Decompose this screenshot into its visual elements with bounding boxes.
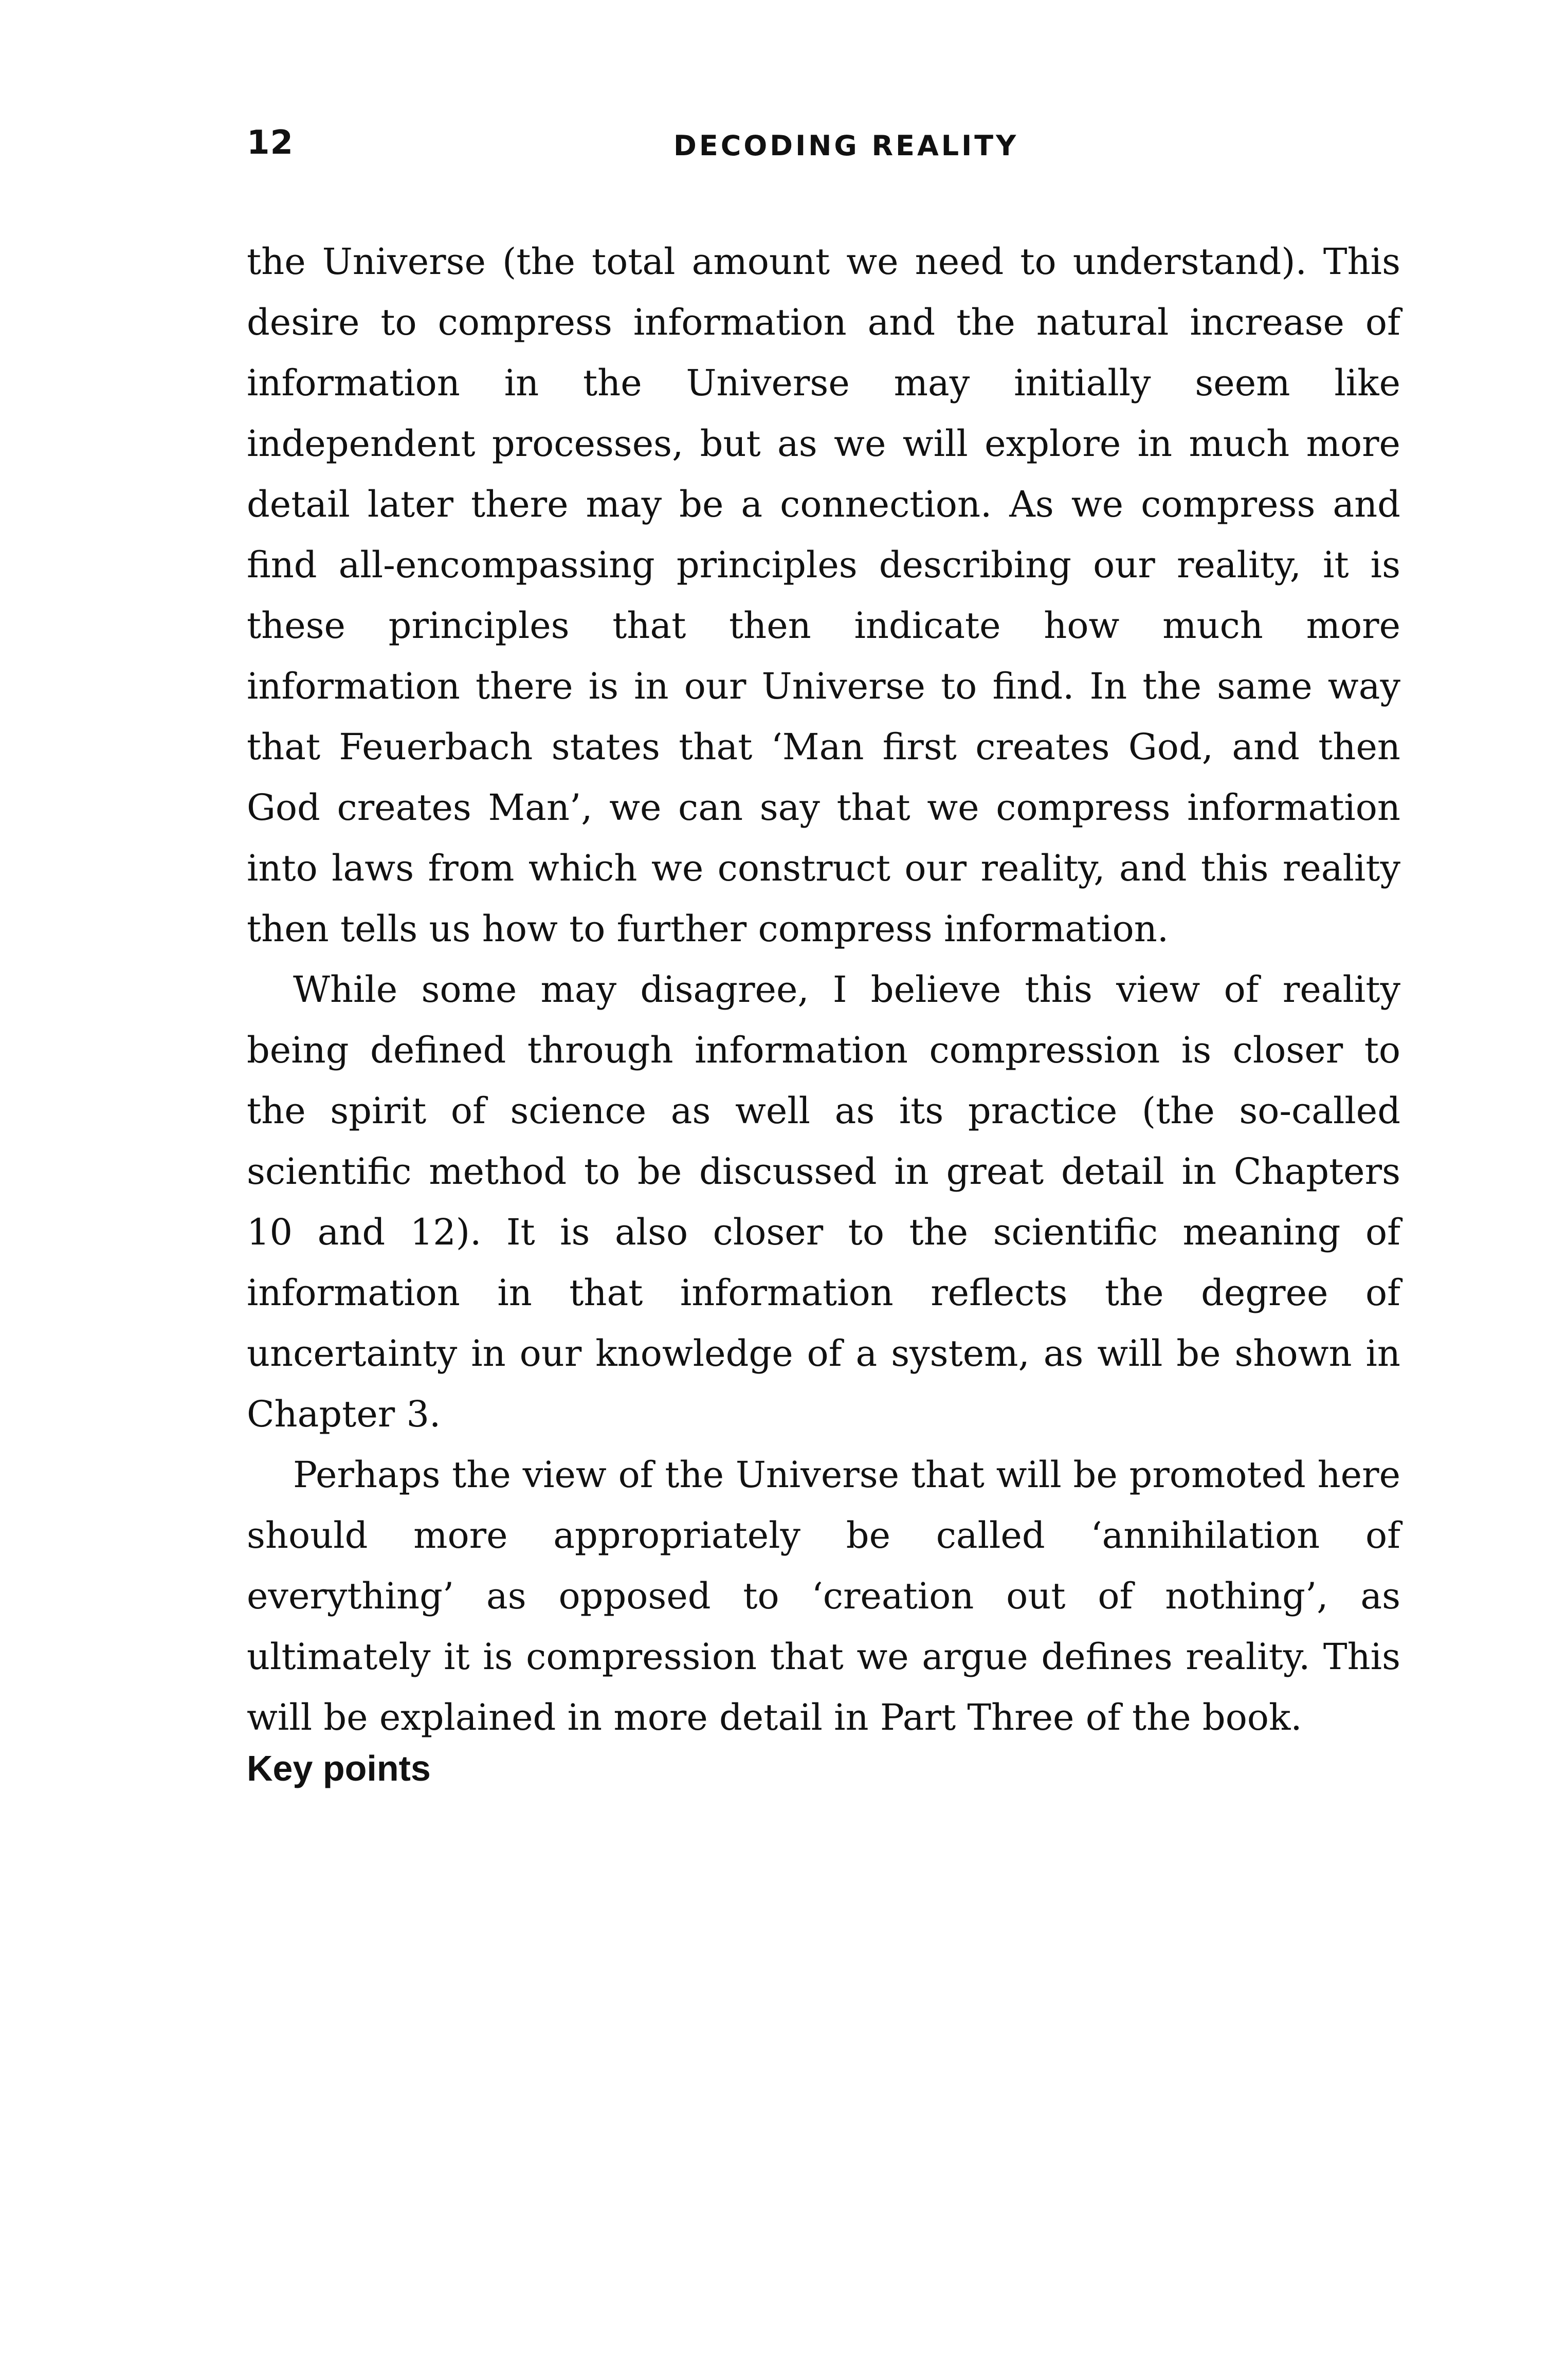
running-head [247, 117, 1400, 169]
page-number: 12 [247, 124, 294, 162]
paragraph-continued: the Universe (the total amount we need to understand). This desire to compress information and the natural increase of information in the Universe may initially seem like independent processes, but as we will explore in much more detail later there may be a connection. As we compress and find all-encompassing principles describing our reality, it is these principles that then indicate how much more information there is in our Universe to find. In the same way that Feuerbach states that ‘Man first creates God, and then God creates Man’, we can say that we compress information into laws from which we construct our reality, and this reality then tells us how to further compress information. [247, 241, 1400, 950]
section-heading-key-points: Key points [247, 1748, 431, 1788]
paragraph-annihilation: Perhaps the view of the Universe that will be promoted here should more appropriately be called ‘annihilation of everything’ as opposed to ‘creation out of nothing’, as ultimately it is compression that we argue defines reality. This will be explained in more detail in Part Three of the book. [247, 1454, 1400, 1738]
running-title: DECODING REALITY [673, 130, 1019, 162]
paragraph-information-compression: While some may disagree, I believe this view of reality being defined through information compression is closer to the spirit of science as well as its practice (the so-called scientific method to be discussed in great detail in Chapters 10 and 12). It is also closer to the scientific meaning of information in that information reflects the degree of uncertainty in our knowledge of a system, as will be shown in Chapter 3. [247, 968, 1400, 1435]
body-text [247, 231, 1400, 1748]
